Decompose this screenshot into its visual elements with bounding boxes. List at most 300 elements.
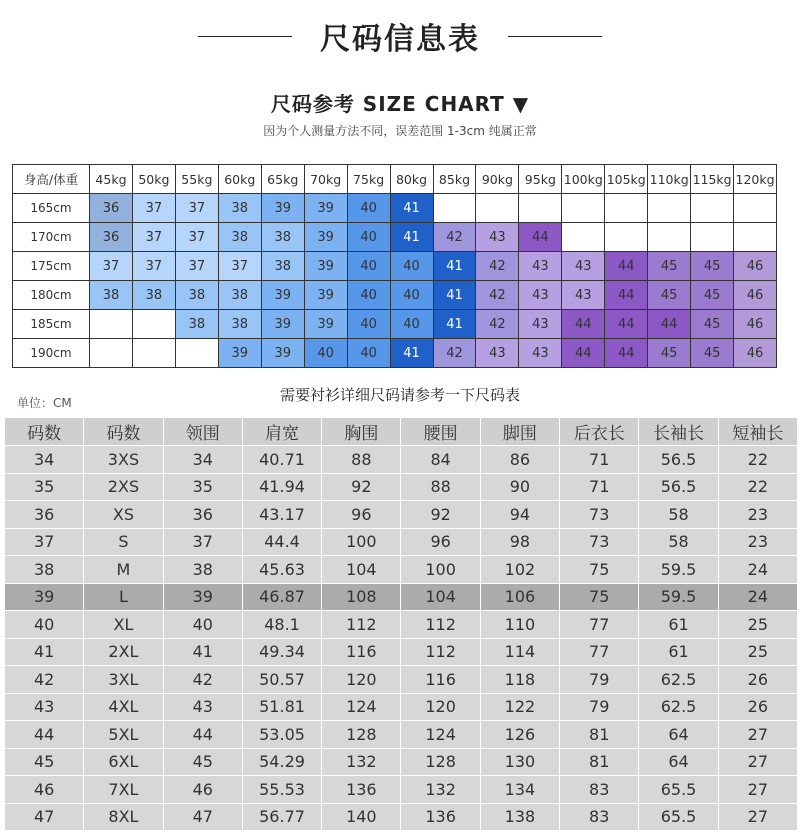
detail-cell: 83 [560, 803, 639, 831]
size-cell [476, 194, 519, 223]
detail-cell: 56.77 [242, 803, 321, 831]
size-cell: 37 [175, 252, 218, 281]
detail-cell: 35 [163, 473, 242, 501]
detail-row [5, 803, 798, 831]
detail-column-header: 后衣长 [560, 418, 639, 446]
detail-cell: 86 [480, 446, 559, 474]
weight-header: 90kg [476, 165, 519, 194]
size-cell [519, 194, 562, 223]
detail-cell: 112 [401, 638, 480, 666]
detail-cell: 23 [718, 528, 797, 556]
detail-row [5, 556, 798, 584]
size-cell: 40 [347, 310, 390, 339]
size-cell: 39 [261, 339, 304, 368]
detail-cell: 24 [718, 583, 797, 611]
detail-cell: 104 [401, 583, 480, 611]
detail-cell: 40 [163, 611, 242, 639]
size-cell: 36 [90, 194, 133, 223]
detail-cell: 55.53 [242, 776, 321, 804]
size-cell [605, 194, 648, 223]
size-cell: 41 [433, 281, 476, 310]
detail-cell: 3XL [84, 666, 163, 694]
detail-cell: 94 [480, 501, 559, 529]
size-chart-corner-label: 身高/体重 [13, 165, 90, 194]
detail-cell: 46.87 [242, 583, 321, 611]
weight-header: 80kg [390, 165, 433, 194]
size-cell: 45 [648, 281, 691, 310]
detail-cell: 22 [718, 473, 797, 501]
detail-column-header: 短袖长 [718, 418, 797, 446]
detail-cell: 116 [401, 666, 480, 694]
size-cell: 40 [347, 339, 390, 368]
size-cell: 45 [691, 310, 734, 339]
size-cell: 39 [261, 194, 304, 223]
size-cell: 40 [347, 252, 390, 281]
detail-cell: 46 [163, 776, 242, 804]
detail-cell: 38 [5, 556, 84, 584]
size-cell: 45 [691, 252, 734, 281]
detail-cell: 134 [480, 776, 559, 804]
size-cell: 42 [476, 252, 519, 281]
detail-cell: 47 [5, 803, 84, 831]
detail-cell: 132 [401, 776, 480, 804]
size-cell: 43 [476, 339, 519, 368]
header-left-line [198, 36, 292, 37]
size-cell: 43 [519, 310, 562, 339]
size-cell: 42 [476, 310, 519, 339]
size-cell [605, 223, 648, 252]
detail-cell: 62.5 [639, 693, 718, 721]
size-cell: 39 [304, 223, 347, 252]
size-chart-row [13, 223, 777, 252]
size-cell: 37 [218, 252, 261, 281]
detail-cell: 39 [163, 583, 242, 611]
detail-cell: 34 [163, 446, 242, 474]
size-cell [90, 310, 133, 339]
detail-cell: 7XL [84, 776, 163, 804]
detail-cell: 41.94 [242, 473, 321, 501]
size-cell: 43 [519, 339, 562, 368]
detail-cell: 62.5 [639, 666, 718, 694]
detail-column-header: 胸围 [322, 418, 401, 446]
size-chart-table [12, 164, 777, 368]
detail-cell: 136 [322, 776, 401, 804]
size-cell: 42 [476, 281, 519, 310]
detail-cell: 27 [718, 803, 797, 831]
detail-cell: 58 [639, 501, 718, 529]
size-chart-row [13, 194, 777, 223]
detail-cell: 54.29 [242, 748, 321, 776]
detail-cell: 132 [322, 748, 401, 776]
detail-cell: 2XL [84, 638, 163, 666]
detail-cell: 59.5 [639, 583, 718, 611]
detail-cell: 73 [560, 501, 639, 529]
weight-header: 115kg [691, 165, 734, 194]
height-label: 165cm [13, 194, 90, 223]
weight-header: 110kg [648, 165, 691, 194]
size-cell: 39 [218, 339, 261, 368]
size-cell: 42 [433, 223, 476, 252]
size-cell: 38 [218, 310, 261, 339]
height-label: 175cm [13, 252, 90, 281]
weight-header: 100kg [562, 165, 605, 194]
detail-cell: 27 [718, 748, 797, 776]
detail-cell: 6XL [84, 748, 163, 776]
detail-cell: 84 [401, 446, 480, 474]
detail-cell: 120 [401, 693, 480, 721]
weight-header: 95kg [519, 165, 562, 194]
detail-cell: 43.17 [242, 501, 321, 529]
size-cell: 44 [605, 310, 648, 339]
size-cell [562, 194, 605, 223]
size-cell: 38 [175, 310, 218, 339]
detail-cell: S [84, 528, 163, 556]
height-label: 185cm [13, 310, 90, 339]
size-cell: 45 [691, 281, 734, 310]
height-label: 170cm [13, 223, 90, 252]
detail-cell: 73 [560, 528, 639, 556]
detail-cell: 2XS [84, 473, 163, 501]
detail-cell: 51.81 [242, 693, 321, 721]
size-chart-header-row [13, 165, 777, 194]
detail-row [5, 693, 798, 721]
detail-row [5, 721, 798, 749]
size-cell: 41 [390, 339, 433, 368]
size-cell: 46 [734, 310, 777, 339]
weight-header: 55kg [175, 165, 218, 194]
detail-cell: 110 [480, 611, 559, 639]
detail-cell: 126 [480, 721, 559, 749]
detail-cell: 81 [560, 748, 639, 776]
size-cell [433, 194, 476, 223]
size-cell: 37 [175, 194, 218, 223]
detail-cell: 22 [718, 446, 797, 474]
detail-cell: 116 [322, 638, 401, 666]
detail-row [5, 501, 798, 529]
detail-cell: 71 [560, 473, 639, 501]
size-cell: 39 [261, 281, 304, 310]
detail-cell: 65.5 [639, 776, 718, 804]
size-cell: 41 [433, 252, 476, 281]
detail-cell: 58 [639, 528, 718, 556]
size-cell: 36 [90, 223, 133, 252]
detail-cell: 26 [718, 693, 797, 721]
detail-cell: 96 [322, 501, 401, 529]
detail-cell: 43 [163, 693, 242, 721]
size-cell: 40 [390, 252, 433, 281]
detail-column-header: 脚围 [480, 418, 559, 446]
detail-cell: 23 [718, 501, 797, 529]
detail-cell: 136 [401, 803, 480, 831]
detail-cell: 59.5 [639, 556, 718, 584]
detail-row [5, 611, 798, 639]
detail-cell: 8XL [84, 803, 163, 831]
detail-cell: 34 [5, 446, 84, 474]
detail-cell: 45.63 [242, 556, 321, 584]
detail-cell: 79 [560, 666, 639, 694]
weight-header: 120kg [734, 165, 777, 194]
detail-cell: 128 [401, 748, 480, 776]
detail-cell: 104 [322, 556, 401, 584]
detail-column-header: 码数 [84, 418, 163, 446]
size-cell: 40 [390, 310, 433, 339]
size-cell: 41 [390, 223, 433, 252]
weight-header: 45kg [90, 165, 133, 194]
page-header [0, 12, 800, 60]
detail-row [5, 666, 798, 694]
detail-cell: 56.5 [639, 473, 718, 501]
size-cell [648, 194, 691, 223]
detail-cell: 27 [718, 721, 797, 749]
detail-cell: 118 [480, 666, 559, 694]
size-cell: 38 [132, 281, 175, 310]
detail-cell: 36 [5, 501, 84, 529]
detail-cell: 64 [639, 748, 718, 776]
detail-cell: 124 [401, 721, 480, 749]
size-cell: 46 [734, 281, 777, 310]
detail-cell: 42 [5, 666, 84, 694]
detail-cell: 77 [560, 611, 639, 639]
detail-cell: 43 [5, 693, 84, 721]
detail-row [5, 528, 798, 556]
size-cell: 45 [648, 252, 691, 281]
size-chart-row [13, 310, 777, 339]
detail-cell: 75 [560, 583, 639, 611]
size-cell: 46 [734, 339, 777, 368]
detail-cell: 26 [718, 666, 797, 694]
size-cell: 39 [261, 310, 304, 339]
detail-cell: 108 [322, 583, 401, 611]
weight-header: 75kg [347, 165, 390, 194]
size-cell: 46 [734, 252, 777, 281]
weight-header: 60kg [218, 165, 261, 194]
detail-cell: 75 [560, 556, 639, 584]
detail-column-header: 长袖长 [639, 418, 718, 446]
detail-cell: 41 [5, 638, 84, 666]
detail-cell: 71 [560, 446, 639, 474]
height-label: 180cm [13, 281, 90, 310]
size-cell [175, 339, 218, 368]
detail-cell: 44 [5, 721, 84, 749]
size-cell: 37 [132, 223, 175, 252]
size-cell: 43 [562, 281, 605, 310]
detail-cell: 81 [560, 721, 639, 749]
size-cell [90, 339, 133, 368]
detail-cell: 128 [322, 721, 401, 749]
detail-cell: 56.5 [639, 446, 718, 474]
detail-cell: 120 [322, 666, 401, 694]
detail-cell: 92 [322, 473, 401, 501]
weight-header: 105kg [605, 165, 648, 194]
detail-cell: 25 [718, 611, 797, 639]
detail-cell: 106 [480, 583, 559, 611]
size-cell: 40 [347, 223, 390, 252]
detail-cell: 77 [560, 638, 639, 666]
size-chart-row [13, 252, 777, 281]
detail-cell: 37 [163, 528, 242, 556]
size-cell [734, 194, 777, 223]
detail-cell: L [84, 583, 163, 611]
detail-cell: 27 [718, 776, 797, 804]
detail-cell: 39 [5, 583, 84, 611]
size-cell: 37 [175, 223, 218, 252]
size-cell: 42 [433, 339, 476, 368]
detail-column-header: 领围 [163, 418, 242, 446]
detail-cell: 122 [480, 693, 559, 721]
detail-cell: 41 [163, 638, 242, 666]
detail-header-row [5, 418, 798, 446]
detail-cell: 40 [5, 611, 84, 639]
size-cell: 40 [390, 281, 433, 310]
detail-cell: 25 [718, 638, 797, 666]
size-cell [734, 223, 777, 252]
detail-cell: 53.05 [242, 721, 321, 749]
detail-column-header: 码数 [5, 418, 84, 446]
size-cell: 44 [519, 223, 562, 252]
detail-cell: 40.71 [242, 446, 321, 474]
detail-cell: 140 [322, 803, 401, 831]
size-cell: 38 [90, 281, 133, 310]
detail-row [5, 748, 798, 776]
detail-cell: 65.5 [639, 803, 718, 831]
detail-cell: 112 [322, 611, 401, 639]
size-cell: 37 [132, 252, 175, 281]
size-cell [562, 223, 605, 252]
size-cell: 41 [433, 310, 476, 339]
detail-cell: XS [84, 501, 163, 529]
detail-cell: 130 [480, 748, 559, 776]
detail-cell: M [84, 556, 163, 584]
detail-cell: 3XS [84, 446, 163, 474]
detail-cell: 44 [163, 721, 242, 749]
height-label: 190cm [13, 339, 90, 368]
size-cell: 40 [347, 194, 390, 223]
detail-cell: 138 [480, 803, 559, 831]
size-cell: 44 [562, 310, 605, 339]
detail-cell: 49.34 [242, 638, 321, 666]
detail-cell: 124 [322, 693, 401, 721]
detail-cell: 47 [163, 803, 242, 831]
detail-cell: 100 [401, 556, 480, 584]
size-cell: 38 [218, 281, 261, 310]
size-chart-row [13, 339, 777, 368]
detail-cell: 42 [163, 666, 242, 694]
detail-cell: 112 [401, 611, 480, 639]
detail-row [5, 583, 798, 611]
size-cell: 40 [347, 281, 390, 310]
detail-cell: 46 [5, 776, 84, 804]
detail-row [5, 446, 798, 474]
detail-row [5, 473, 798, 501]
size-cell: 44 [605, 281, 648, 310]
size-cell: 39 [304, 194, 347, 223]
weight-header: 85kg [433, 165, 476, 194]
size-cell: 43 [476, 223, 519, 252]
size-cell: 38 [261, 252, 304, 281]
detail-cell: 24 [718, 556, 797, 584]
detail-column-header: 腰围 [401, 418, 480, 446]
size-cell: 43 [562, 252, 605, 281]
size-detail-table [4, 417, 798, 831]
detail-cell: 83 [560, 776, 639, 804]
detail-cell: 64 [639, 721, 718, 749]
detail-cell: 88 [322, 446, 401, 474]
size-cell [691, 194, 734, 223]
detail-cell: 48.1 [242, 611, 321, 639]
size-cell: 44 [605, 339, 648, 368]
weight-header: 50kg [132, 165, 175, 194]
detail-cell: 36 [163, 501, 242, 529]
size-cell: 39 [304, 310, 347, 339]
size-cell [132, 339, 175, 368]
detail-cell: 102 [480, 556, 559, 584]
size-cell [132, 310, 175, 339]
size-chart-title: 尺码参考 SIZE CHART ▼ [270, 92, 530, 116]
size-chart-note: 因为个人测量方法不同，误差范围 1-3cm 纯属正常 [263, 124, 537, 138]
detail-cell: 44.4 [242, 528, 321, 556]
size-cell: 44 [648, 310, 691, 339]
size-cell: 37 [90, 252, 133, 281]
weight-header: 65kg [261, 165, 304, 194]
size-cell: 40 [304, 339, 347, 368]
detail-cell: 5XL [84, 721, 163, 749]
detail-cell: 4XL [84, 693, 163, 721]
detail-cell: 45 [163, 748, 242, 776]
size-cell: 44 [562, 339, 605, 368]
detail-column-header: 肩宽 [242, 418, 321, 446]
size-cell: 38 [218, 194, 261, 223]
detail-cell: 88 [401, 473, 480, 501]
size-cell: 45 [648, 339, 691, 368]
size-chart-row [13, 281, 777, 310]
size-cell: 37 [132, 194, 175, 223]
size-cell [691, 223, 734, 252]
detail-cell: 61 [639, 611, 718, 639]
detail-cell: 79 [560, 693, 639, 721]
size-cell: 43 [519, 252, 562, 281]
detail-cell: 37 [5, 528, 84, 556]
detail-table-title: 需要衬衫详细尺码请参考一下尺码表 [279, 386, 520, 404]
size-cell: 38 [261, 223, 304, 252]
size-cell: 45 [691, 339, 734, 368]
detail-cell: 92 [401, 501, 480, 529]
size-cell: 41 [390, 194, 433, 223]
detail-cell: 45 [5, 748, 84, 776]
size-cell: 44 [605, 252, 648, 281]
size-cell: 38 [218, 223, 261, 252]
detail-cell: 96 [401, 528, 480, 556]
detail-cell: 35 [5, 473, 84, 501]
weight-header: 70kg [304, 165, 347, 194]
header-right-line [508, 36, 602, 37]
size-cell: 43 [519, 281, 562, 310]
detail-cell: 90 [480, 473, 559, 501]
size-cell: 39 [304, 252, 347, 281]
detail-cell: 38 [163, 556, 242, 584]
size-cell: 39 [304, 281, 347, 310]
size-cell [648, 223, 691, 252]
detail-cell: XL [84, 611, 163, 639]
detail-cell: 98 [480, 528, 559, 556]
detail-row [5, 776, 798, 804]
detail-cell: 114 [480, 638, 559, 666]
detail-cell: 100 [322, 528, 401, 556]
detail-cell: 61 [639, 638, 718, 666]
detail-cell: 50.57 [242, 666, 321, 694]
page-title: 尺码信息表 [320, 22, 480, 57]
detail-row [5, 638, 798, 666]
unit-label: 单位：CM [17, 396, 72, 410]
